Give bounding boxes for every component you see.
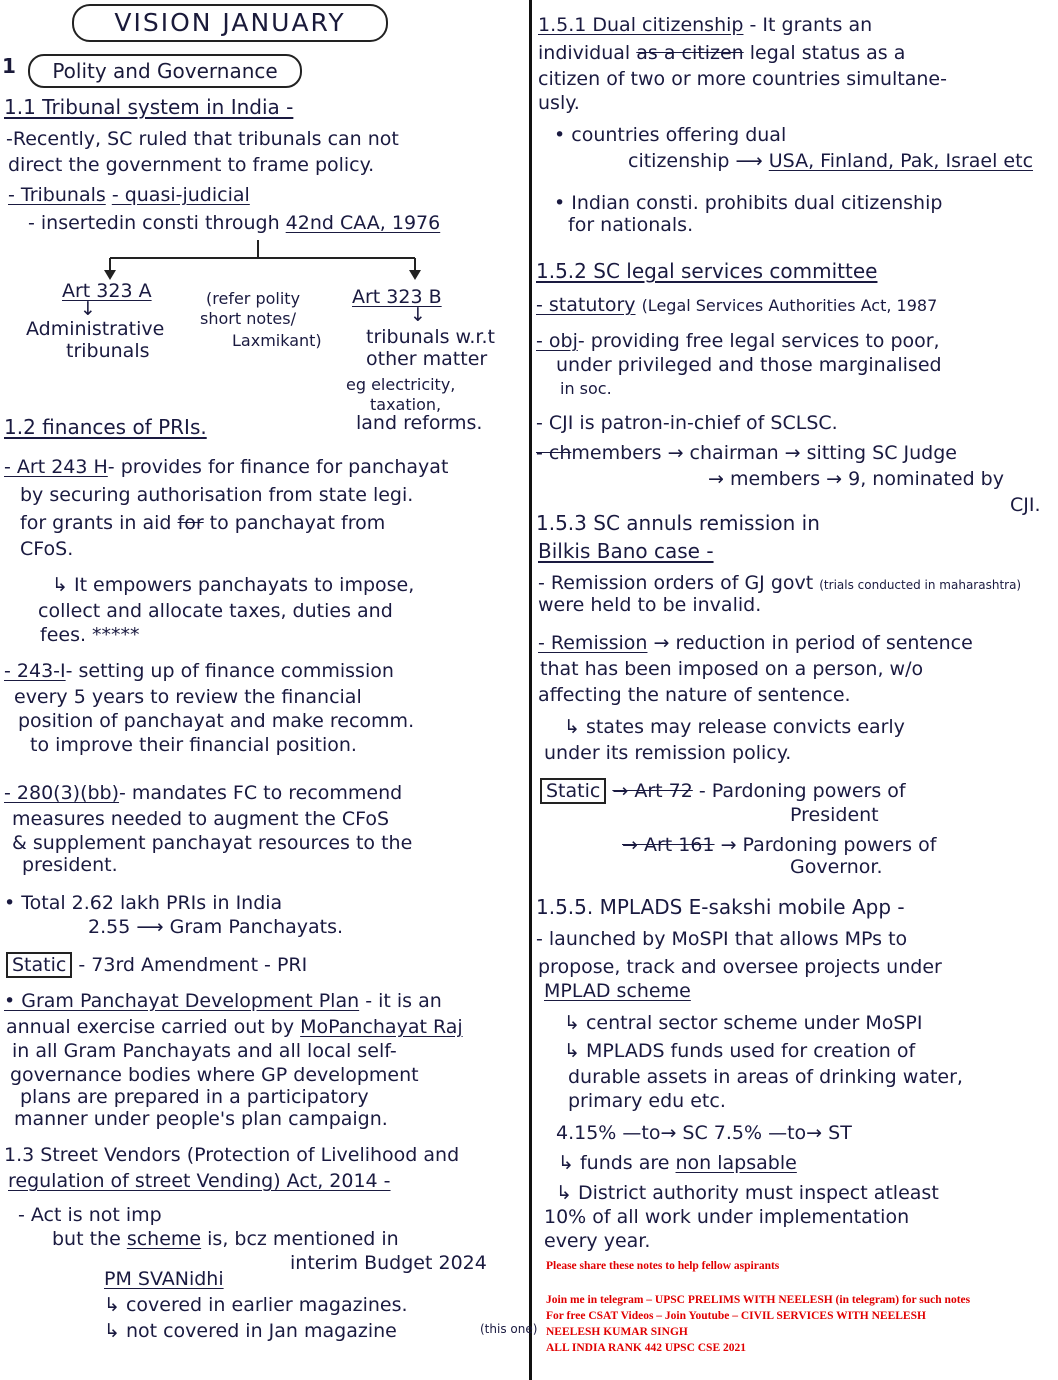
art-323a-title: Art 323 A <box>62 280 152 302</box>
text-line: interim Budget 2024 <box>290 1252 487 1274</box>
text-line: - launched by MoSPI that allows MPs to <box>536 928 908 950</box>
text-line: propose, track and oversee projects under <box>538 956 942 978</box>
text-line: President <box>790 804 879 826</box>
text-line: - 280(3)(bb)- mandates FC to recommend <box>4 782 403 804</box>
text-line: 2.55 ⟶ Gram Panchayats. <box>88 916 344 938</box>
text-line: plans are prepared in a participatory <box>20 1086 369 1108</box>
text-line: ↳ central sector scheme under MoSPI <box>564 1012 923 1034</box>
text-line: ↳ states may release convicts early <box>564 716 905 738</box>
text-line: • Indian consti. prohibits dual citizenship <box>554 192 943 214</box>
text-line: • Total 2.62 lakh PRIs in India <box>4 892 283 914</box>
text-line: citizen of two or more countries simultane- <box>538 68 947 90</box>
right-column <box>534 0 1058 1380</box>
heading-dual-citizenship: 1.5.1 Dual citizenship - It grants an <box>538 14 873 36</box>
text-line: - Art 243 H- provides for finance for panchayat <box>4 456 449 478</box>
text-line: - Remission → reduction in period of sentence <box>538 632 973 654</box>
text-line: - Remission orders of GJ govt (trials conducted in maharashtra) <box>538 572 1022 594</box>
text-line: manner under people's plan campaign. <box>14 1108 388 1130</box>
text-line: other matter <box>366 348 488 370</box>
text-line: ↳ funds are non lapsable <box>558 1152 797 1174</box>
text-line: land reforms. <box>356 412 483 434</box>
text-line: → Art 161 → Pardoning powers of <box>622 834 937 856</box>
text-line: to improve their financial position. <box>30 734 357 756</box>
text-line: usly. <box>538 92 580 114</box>
text-line: Bilkis Bano case - <box>538 539 714 563</box>
text-line: - obj- providing free legal services to poor, <box>536 330 940 352</box>
text-line: in all Gram Panchayats and all local self- <box>12 1040 397 1062</box>
heading-mplads: 1.5.5. MPLADS E-sakshi mobile App - <box>536 895 905 919</box>
text-line: under privileged and those marginalised <box>556 354 942 376</box>
text-line: ↳ covered in earlier magazines. <box>104 1294 408 1316</box>
text-line: 10% of all work under implementation <box>544 1206 910 1228</box>
term-42nd-caa: 42nd CAA, 1976 <box>285 212 441 234</box>
text-line: - statutory (Legal Services Authorities Act, 1987 <box>536 294 938 316</box>
text-line: were held to be invalid. <box>538 594 762 616</box>
text-line: tribunals <box>66 340 150 362</box>
art-323b-title: Art 323 B <box>352 286 442 308</box>
text-line: MPLAD scheme <box>544 980 691 1002</box>
static-tag: Static <box>540 778 606 804</box>
telegram-note: Join me in telegram – UPSC PRELIMS WITH NEELESH (in telegram) for such notes <box>546 1294 971 1306</box>
text-line: Administrative <box>26 318 165 340</box>
text-line: affecting the nature of sentence. <box>538 684 851 706</box>
text-line: governance bodies where GP development <box>10 1064 419 1086</box>
text-line: ↳ District authority must inspect atleast <box>556 1182 939 1204</box>
text-line: measures needed to augment the CFoS <box>12 808 390 830</box>
text-line: Static - 73rd Amendment - PRI <box>6 954 307 976</box>
text-line: collect and allocate taxes, duties and <box>38 600 393 622</box>
text-line: • Gram Panchayat Development Plan - it is an <box>4 990 442 1012</box>
text-line: short notes/ <box>200 309 296 328</box>
text-line: direct the government to frame policy. <box>8 154 375 176</box>
text-line: for nationals. <box>568 214 694 236</box>
text-line: 4.15% —to→ SC 7.5% —to→ ST <box>556 1122 852 1144</box>
column-divider <box>529 0 532 1380</box>
text-line: but the scheme is, bcz mentioned in <box>52 1228 399 1250</box>
text-line: - Act is not imp <box>18 1204 162 1226</box>
text-line: every 5 years to review the financial <box>14 686 362 708</box>
text-line: under its remission policy. <box>544 742 792 764</box>
page-title: VISION JANUARY <box>72 4 388 42</box>
heading-sc-remission: 1.5.3 SC annuls remission in <box>536 511 820 535</box>
text-line: tribunals w.r.t <box>366 326 495 348</box>
text-line: ↳ MPLADS funds used for creation of <box>564 1040 916 1062</box>
text-line: - insertedin consti through 42nd CAA, 1976 <box>28 212 441 234</box>
text-line: (refer polity <box>206 289 301 308</box>
text-line: every year. <box>544 1230 651 1252</box>
text-line: (this one) <box>480 1322 538 1336</box>
text-line: individual as a citizen legal status as a <box>538 42 906 64</box>
text-line: citizenship ⟶ USA, Finland, Pak, Israel etc <box>628 150 1034 172</box>
text-line: in soc. <box>560 379 612 398</box>
heading-finances-pri: 1.2 finances of PRIs. <box>4 415 207 439</box>
heading-tribunal-system: 1.1 Tribunal system in India - <box>4 95 294 119</box>
term-quasi-judicial: - quasi-judicial <box>111 184 250 206</box>
text-line <box>8 184 250 206</box>
text-line: -Recently, SC ruled that tribunals can not <box>6 128 399 150</box>
heading-street-vendors: 1.3 Street Vendors (Protection of Livelihood and <box>4 1144 460 1166</box>
text-line: for grants in aid for to panchayat from <box>20 512 386 534</box>
text-line: durable assets in areas of drinking water, <box>568 1066 963 1088</box>
text-line: position of panchayat and make recomm. <box>18 710 415 732</box>
text-line: ↳ It empowers panchayats to impose, <box>52 574 415 596</box>
term-tribunals: - Tribunals <box>8 184 106 206</box>
text-line: Laxmikant) <box>232 331 322 350</box>
text-line: - chmembers → chairman → sitting SC Judge <box>536 442 957 464</box>
text-line: by securing authorisation from state legi. <box>20 484 414 506</box>
text-line: Governor. <box>790 856 883 878</box>
section-title: Polity and Governance <box>28 54 302 88</box>
text-line: fees. ***** <box>40 624 140 646</box>
text-line: eg electricity, <box>346 375 456 394</box>
text-line: primary edu etc. <box>568 1090 726 1112</box>
text-line: regulation of street Vending) Act, 2014 - <box>8 1170 391 1192</box>
text-line: that has been imposed on a person, w/o <box>540 658 924 680</box>
text-line: CFoS. <box>20 538 74 560</box>
text-line: PM SVANidhi <box>104 1268 224 1290</box>
branch-connector <box>0 236 528 286</box>
static-tag: Static <box>6 952 72 978</box>
heading-sc-legal-services: 1.5.2 SC legal services committee <box>536 259 878 283</box>
section-number: 1 <box>2 54 16 78</box>
text-line: • countries offering dual <box>554 124 787 146</box>
author-name: NEELESH KUMAR SINGH <box>546 1326 688 1338</box>
text-line: - 243-I- setting up of finance commission <box>4 660 394 682</box>
youtube-note: For free CSAT Videos – Join Youtube – CIVIL SERVICES WITH NEELESH <box>546 1310 926 1322</box>
text-line: Static → Art 72 - Pardoning powers of <box>540 780 906 802</box>
text-line: & supplement panchayat resources to the <box>12 832 413 854</box>
text-line: - CJI is patron-in-chief of SCLSC. <box>536 412 838 434</box>
share-note: Please share these notes to help fellow aspirants <box>546 1260 780 1272</box>
text-line: president. <box>22 854 118 876</box>
text-line: annual exercise carried out by MoPanchayat Raj <box>6 1016 463 1038</box>
arrow-down-icon: ↓ <box>80 298 96 320</box>
author-rank: ALL INDIA RANK 442 UPSC CSE 2021 <box>546 1342 747 1354</box>
text-line: CJI. <box>1010 494 1041 516</box>
arrow-down-icon: ↓ <box>410 304 426 326</box>
text-line: → members → 9, nominated by <box>708 468 1004 490</box>
text-line: taxation, <box>370 395 442 414</box>
text-line: ↳ not covered in Jan magazine <box>104 1320 397 1342</box>
